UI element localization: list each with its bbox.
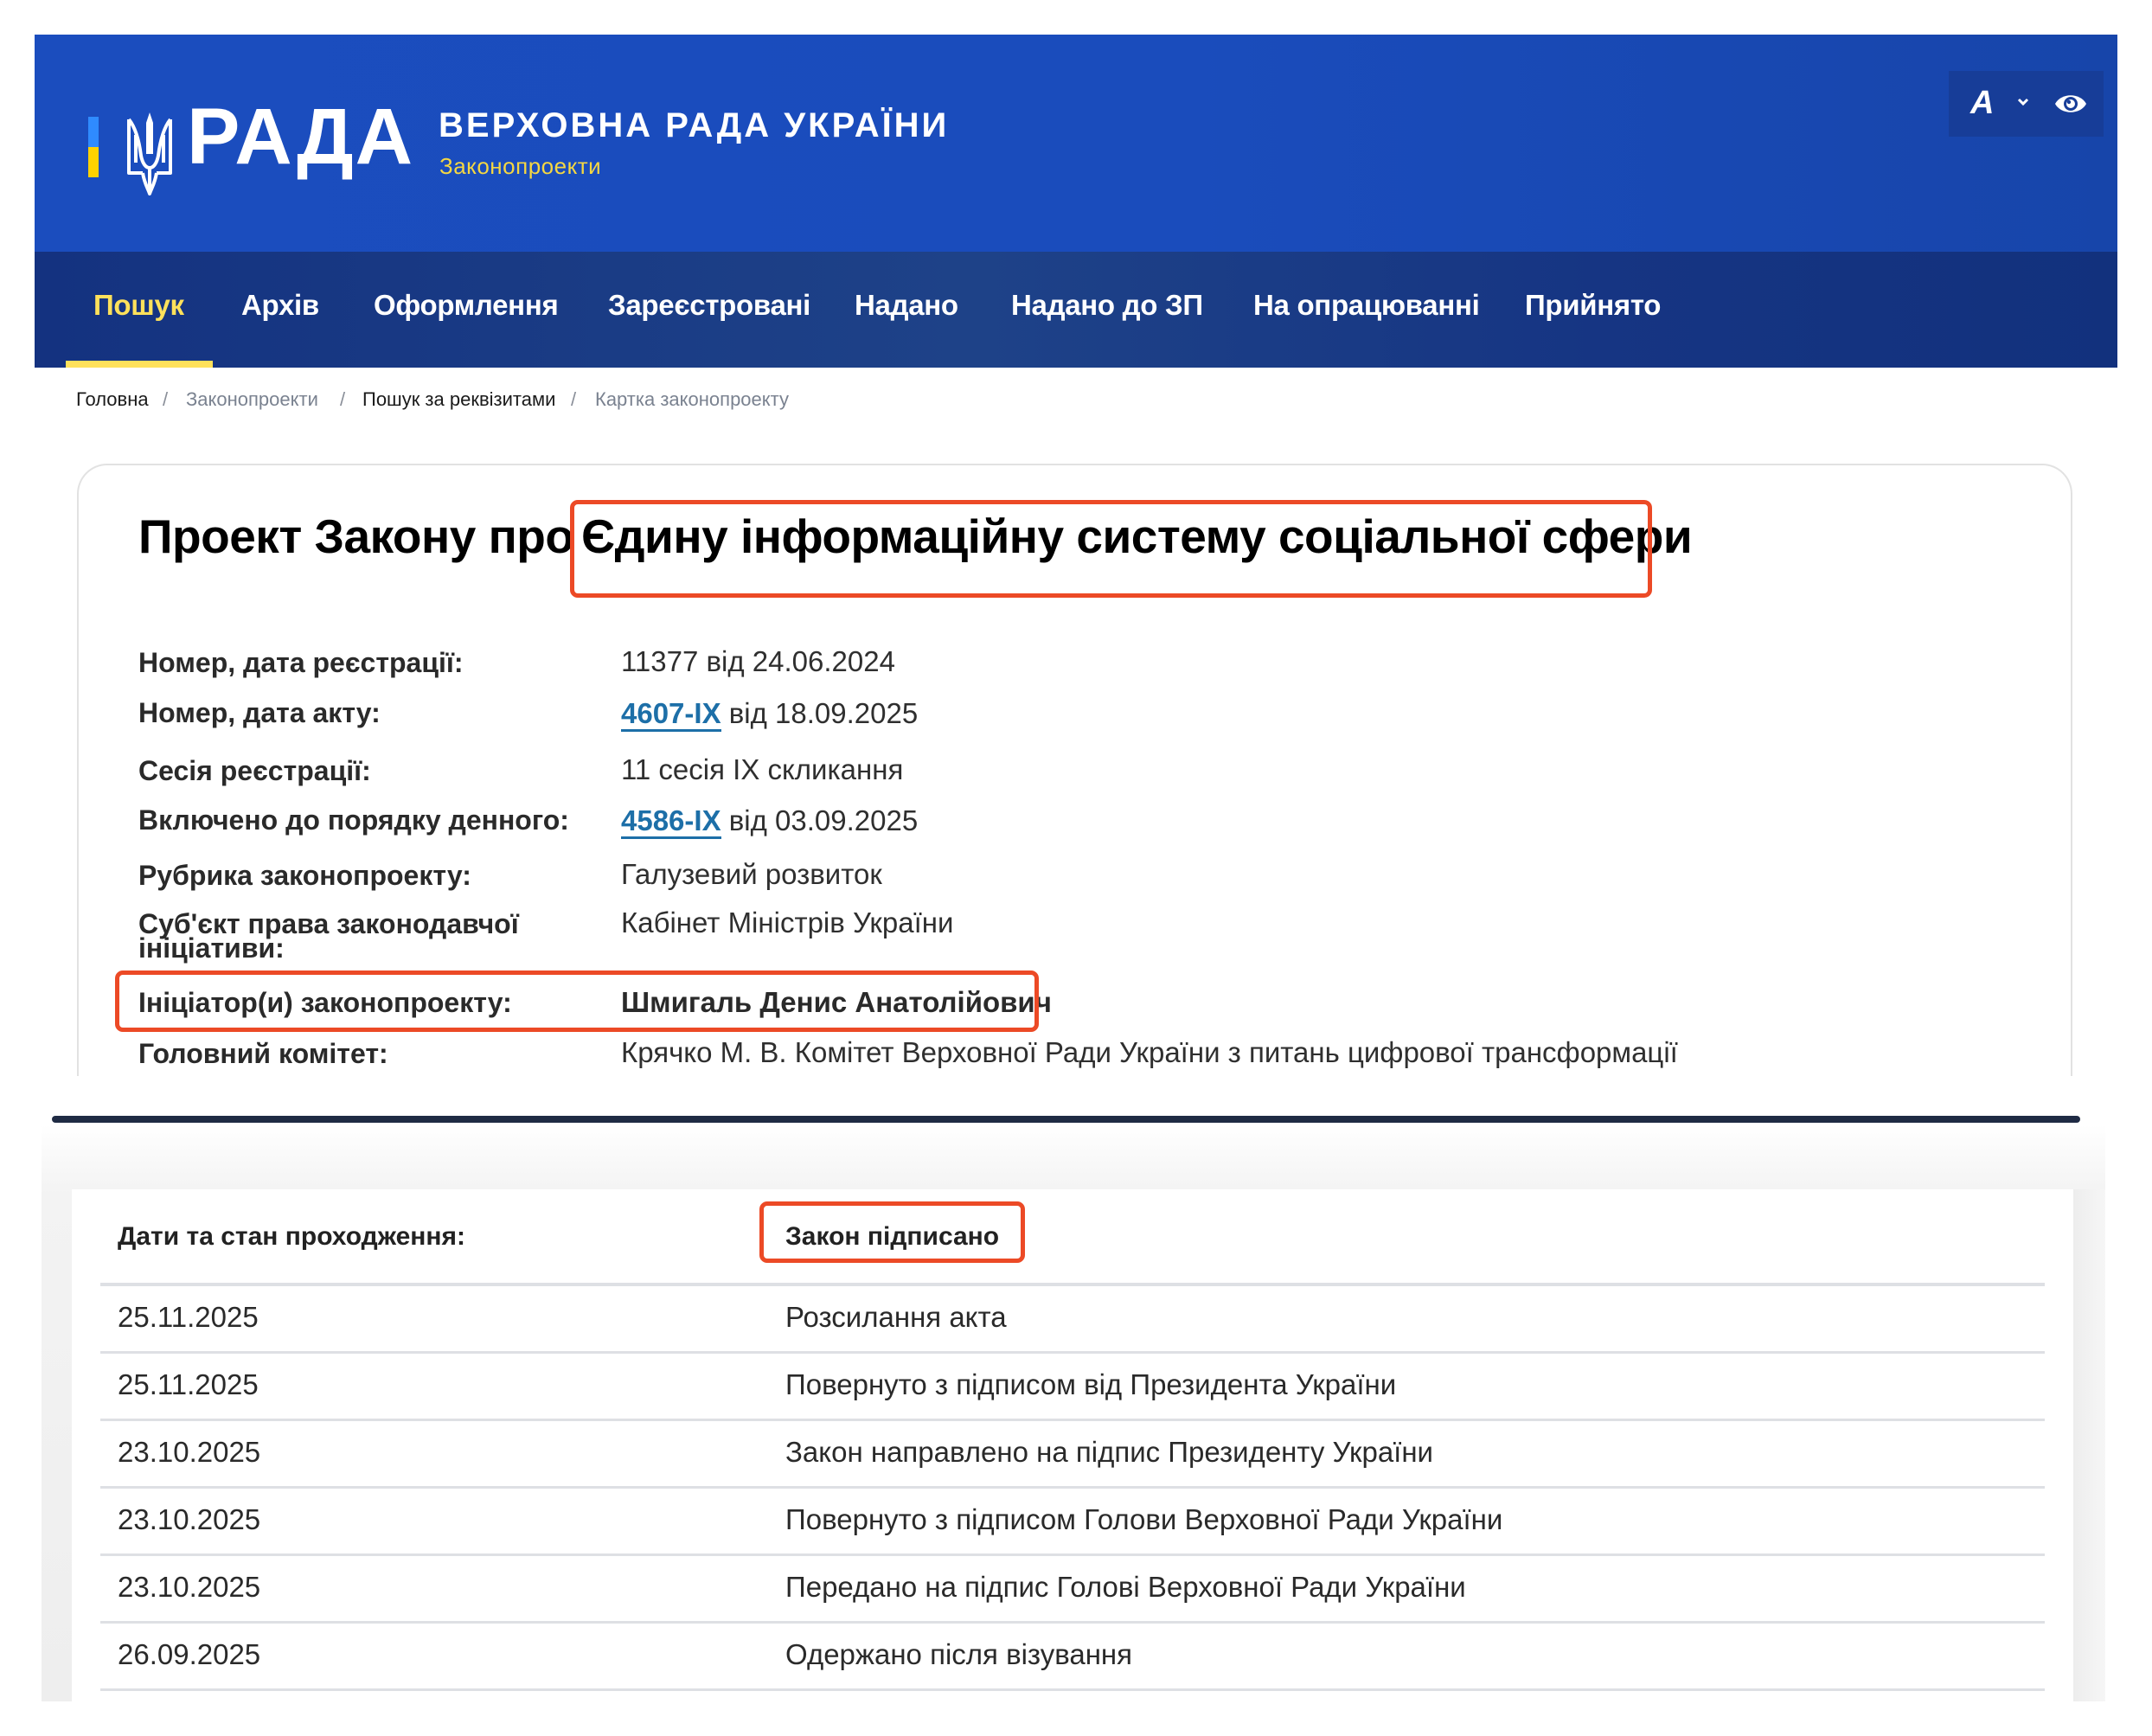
chevron-down-icon[interactable] [2016,95,2030,109]
trident-icon[interactable] [124,111,176,195]
row-event: Повернуто з підписом Голови Верховної Ради України [785,1503,1503,1535]
status-table-header-status: Закон підписано [785,1222,1000,1251]
field-label-subject-line2: ініціативи: [138,932,285,964]
breadcrumb-current: Картка законопроекту [595,388,789,410]
site-title[interactable]: ВЕРХОВНА РАДА УКРАЇНИ [439,106,950,144]
field-value-registration: 11377 від 24.06.2024 [621,645,895,677]
breadcrumb-separator: / [571,388,577,410]
logo-wordmark[interactable]: РАДА [187,93,415,181]
field-value-committee: Крячко М. В. Комітет Верховної Ради України з питань цифрової трансформації [621,1036,1678,1068]
row-divider [100,1351,2045,1354]
row-divider [100,1621,2045,1624]
active-tab-indicator [66,361,213,368]
field-label-rubric: Рубрика законопроекту: [138,860,471,891]
card-crop-gap [52,1076,2128,1116]
act-number-link[interactable]: 4607-IX [621,697,721,732]
breadcrumb-bills[interactable]: Законопроекти [186,388,318,410]
row-date: 25.11.2025 [118,1368,259,1400]
row-event: Повернуто з підписом від Президента України [785,1368,1397,1400]
status-table-header-label: Дати та стан проходження: [118,1222,465,1251]
field-label-committee: Головний комітет: [138,1038,388,1069]
row-event: Одержано після візування [785,1638,1133,1670]
agenda-date: від 03.09.2025 [721,804,919,836]
nav-item-archive[interactable]: Архів [241,289,319,321]
breadcrumb-separator: / [163,388,169,410]
breadcrumb-separator: / [340,388,346,410]
highlight-box-title [570,500,1652,598]
row-date: 26.09.2025 [118,1638,261,1670]
bill-title-highlight: Єдину інформаційну систему соціальної сфери [581,509,1693,563]
field-label-initiator: Ініціатор(и) законопроекту: [138,987,512,1018]
nav-item-in-processing[interactable]: На опрацюванні [1253,289,1480,321]
row-divider [100,1553,2045,1556]
bill-title [138,509,574,564]
eye-icon[interactable] [2054,90,2087,118]
nav-item-drafting[interactable]: Оформлення [374,289,559,321]
flag-icon-blue [88,117,99,147]
row-divider [100,1419,2045,1421]
row-date: 23.10.2025 [118,1436,261,1468]
field-value-initiator: Шмигаль Денис Анатолійович [621,986,1052,1018]
row-date: 25.11.2025 [118,1301,259,1333]
nav-item-adopted[interactable]: Прийнято [1525,289,1662,321]
highlight-box-initiator [115,970,1039,1032]
field-value-act [621,697,918,730]
row-date: 23.10.2025 [118,1571,261,1603]
nav-item-submitted-zp[interactable]: Надано до ЗП [1011,289,1203,321]
site-subtitle: Законопроекти [439,153,602,179]
field-value-subject: Кабінет Міністрів України [621,906,954,938]
section-divider [52,1116,2080,1123]
field-label-agenda: Включено до порядку денного: [138,804,569,836]
breadcrumb-search[interactable]: Пошук за реквізитами [362,388,556,410]
row-date: 23.10.2025 [118,1503,261,1535]
field-value-session: 11 сесія IX скликання [621,753,904,785]
status-panel-edge [2073,1189,2105,1701]
field-label-session: Сесія реєстрації: [138,755,371,786]
row-event: Передано на підпис Голові Верховної Ради України [785,1571,1466,1603]
flag-icon-yellow [88,147,99,177]
font-size-button[interactable]: A [1970,85,1995,121]
bill-title-prefix: Проект Закону про [138,509,574,563]
row-divider [100,1688,2045,1691]
nav-item-submitted[interactable]: Надано [855,289,958,321]
field-label-act: Номер, дата акту: [138,697,381,728]
accessibility-tools [1949,71,2104,137]
field-label-registration: Номер, дата реєстрації: [138,647,464,678]
row-event: Закон направлено на підпис Президенту України [785,1436,1433,1468]
nav-item-search[interactable]: Пошук [93,289,184,321]
field-value-agenda [621,804,918,837]
field-value-rubric: Галузевий розвиток [621,858,882,890]
row-event: Розсилання акта [785,1301,1007,1333]
table-header-divider [100,1283,2045,1286]
field-label-subject-line1: Суб'єкт права законодавчої [138,908,519,939]
act-date: від 18.09.2025 [721,697,919,729]
nav-item-registered[interactable]: Зареєстровані [608,289,810,321]
breadcrumb-home[interactable]: Головна [76,388,149,410]
highlight-box-status [759,1201,1025,1263]
agenda-number-link[interactable]: 4586-IX [621,804,721,839]
row-divider [100,1486,2045,1489]
